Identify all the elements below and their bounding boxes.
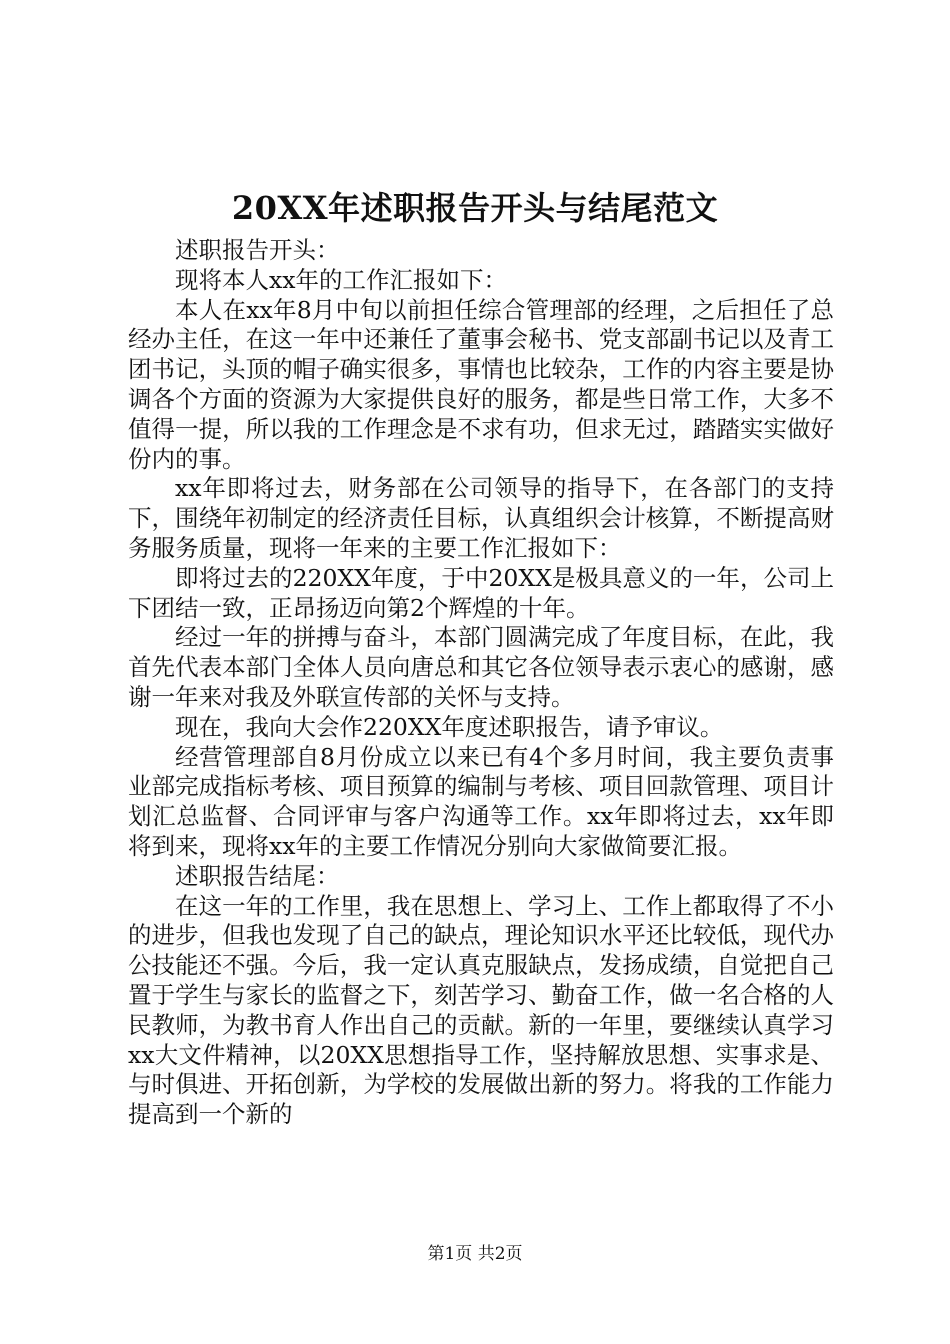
paragraph: 经营管理部自8月份成立以来已有4个多月时间，我主要负责事业部完成指标考核、项目预算的编制与考核、项目回款管理、项目计划汇总监督、合同评审与客户沟通等工作。xx年即将过去，xx年即将到来，现将xx年的主要工作情况分别向大家做简要汇报。 [128,742,834,860]
page-number-footer: 第1页 共2页 [427,1244,523,1264]
paragraph: 经过一年的拼搏与奋斗，本部门圆满完成了年度目标，在此，我首先代表本部门全体人员向唐总和其它各位领导表示衷心的感谢，感谢一年来对我及外联宣传部的关怀与支持。 [128,623,834,711]
paragraph: 现将本人xx年的工作汇报如下： [175,265,508,294]
document-body [128,236,834,1130]
paragraph: 现在，我向大会作220XX年度述职报告，请予审议。 [175,712,724,741]
paragraph: xx年即将过去，财务部在公司领导的指导下，在各部门的支持下，围绕年初制定的经济责任目标，认真组织会计核算，不断提高财务服务质量，现将一年来的主要工作汇报如下： [128,474,834,562]
paragraph: 即将过去的220XX年度，于中20XX是极具意义的一年，公司上下团结一致，正昂扬迈向第2个辉煌的十年。 [128,563,834,622]
paragraph-closing-heading: 述职报告结尾： [175,861,340,890]
paragraph: 在这一年的工作里，我在思想上、学习上、工作上都取得了不小的进步，但我也发现了自己的缺点，理论知识水平还比较低，现代办公技能还不强。今后，我一定认真克服缺点，发扬成绩，自觉把自己置于学生与家长的监督之下，刻苦学习、勤奋工作，做一名合格的人民教师，为教书育人作出自己的贡献。新的一年里，要继续认真学习xx大文件精神，以20XX思想指导工作，坚持解放思想、实事求是、与时俱进、开拓创新，为学校的发展做出新的努力。将我的工作能力提高到一个新的 [128,891,834,1129]
paragraph: 本人在xx年8月中旬以前担任综合管理部的经理，之后担任了总经办主任，在这一年中还兼任了董事会秘书、党支部副书记以及青工团书记，头顶的帽子确实很多，事情也比较杂，工作的内容主要是协调各个方面的资源为大家提供良好的服务，都是些日常工作，大多不值得一提，所以我的工作理念是不求有功，但求无过，踏踏实实做好份内的事。 [128,295,834,473]
document-title: 20XX年述职报告开头与结尾范文 [231,189,719,227]
paragraph-opening-heading: 述职报告开头： [175,236,340,264]
